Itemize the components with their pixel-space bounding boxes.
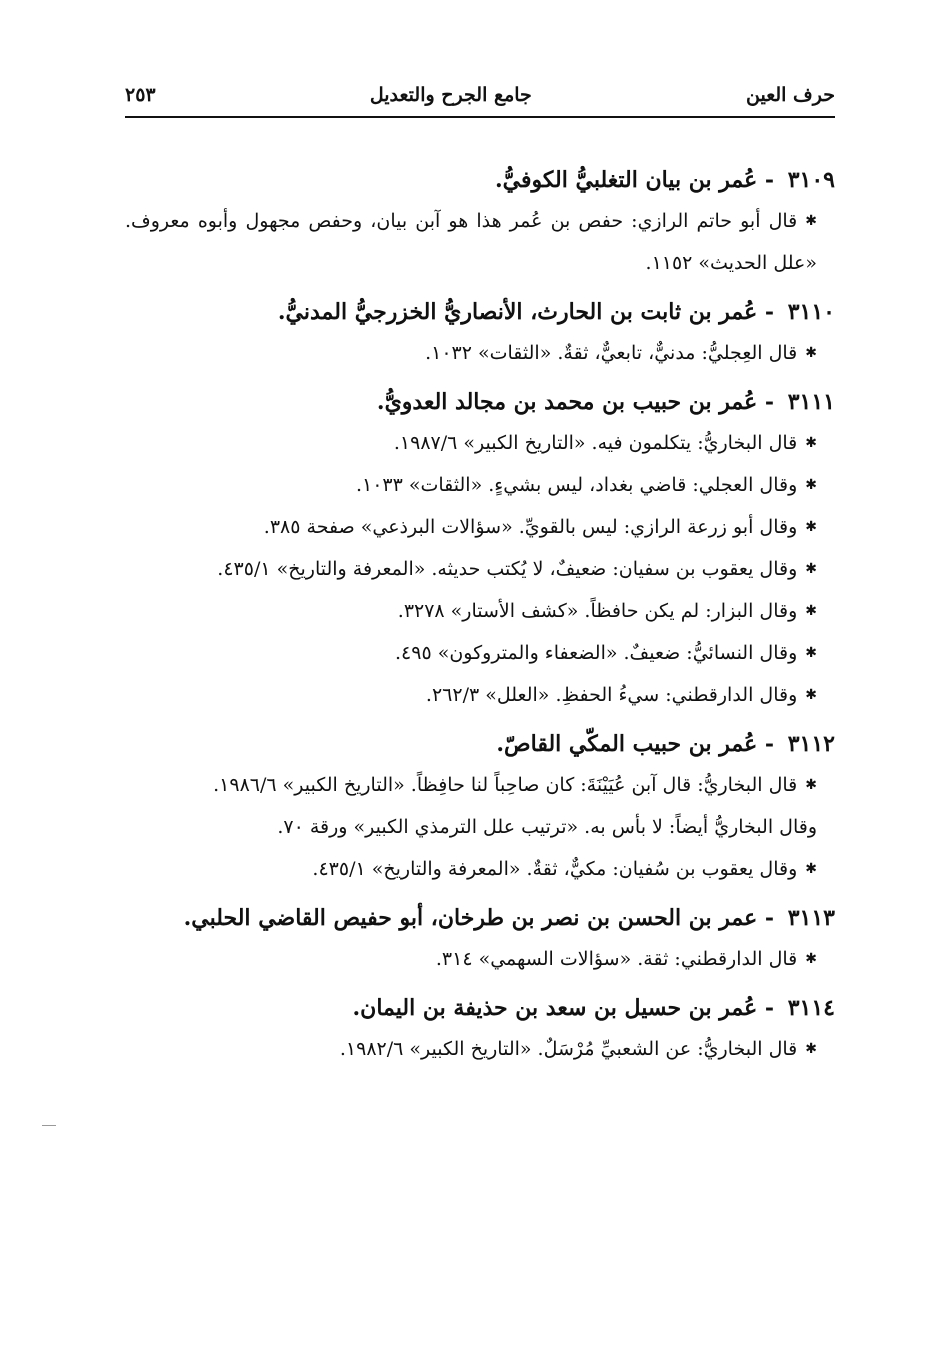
entry-name: عُمر بن حسيل بن سعد بن حذيفة بن اليمان. <box>352 995 758 1021</box>
asterisk-icon: ✱ <box>805 603 817 619</box>
entry-3114 <box>125 988 835 1070</box>
entry-number: ٣١٠٩ <box>787 167 835 193</box>
entry-name: عُمر بن حبيب المكّي القاصّ. <box>496 731 758 757</box>
entry-title <box>125 292 835 332</box>
asterisk-icon: ✱ <box>805 645 817 661</box>
entry-number: ٣١١٢ <box>787 731 835 757</box>
entry-3112 <box>125 724 835 890</box>
entry-3110 <box>125 292 835 374</box>
entry-note: وقال البخاريُّ أيضاً: لا بأس به. «ترتيب علل الترمذي الكبير» ورقة ٧٠. <box>277 816 817 838</box>
entry-separator: - <box>757 905 775 931</box>
page-number: ٢٥٣ <box>125 84 156 106</box>
asterisk-icon: ✱ <box>805 861 817 877</box>
entry-note: ✱قال البخاريُّ: قال آبن عُيَيْنَةَ: كان صاحِباً لنا حافِظاً. «التاريخ الكبير» ١٩٨٦/٦. <box>125 764 835 806</box>
entry-note: ✱قال العِجليُّ: مدنيٌّ، تابعيٌّ، ثقةٌ. «الثقات» ١٠٣٢. <box>125 332 835 374</box>
entry-note: ✱قال البخاريُّ: عن الشعبيِّ مُرْسَلٌ. «التاريخ الكبير» ١٩٨٢/٦. <box>125 1028 835 1070</box>
entries-list <box>125 160 835 1078</box>
entry-separator: - <box>757 995 775 1021</box>
entry-title <box>125 382 835 422</box>
asterisk-icon: ✱ <box>805 435 817 451</box>
entry-note: ✱وقال يعقوب بن سُفيان: مكيٌّ، ثقةٌ. «المعرفة والتاريخ» ٤٣٥/١. <box>125 848 835 890</box>
entry-title <box>125 988 835 1028</box>
entry-name: عمر بن الحسن بن نصر بن طرخان، أبو حفيص القاضي الحلبي. <box>183 905 758 931</box>
entry-3109 <box>125 160 835 284</box>
entry-separator: - <box>757 167 775 193</box>
entry-number: ٣١١٤ <box>787 995 835 1021</box>
asterisk-icon: ✱ <box>805 777 817 793</box>
entry-note: ✱قال البخاريُّ: يتكلمون فيه. «التاريخ الكبير» ١٩٨٧/٦. <box>125 422 835 464</box>
margin-mark <box>42 1125 56 1126</box>
entry-3113 <box>125 898 835 980</box>
entry-note: ✱قال الدارقطني: ثقة. «سؤالات السهمي» ٣١٤. <box>125 938 835 980</box>
entry-separator: - <box>757 731 775 757</box>
entry-title <box>125 898 835 938</box>
asterisk-icon: ✱ <box>805 687 817 703</box>
entry-note: ✱وقال العجلي: قاضي بغداد، ليس بشيءٍ. «الثقات» ١٠٣٣. <box>125 464 835 506</box>
chapter-heading: حرف العين <box>746 84 835 106</box>
entry-title <box>125 724 835 764</box>
asterisk-icon: ✱ <box>805 213 817 229</box>
entry-number: ٣١١١ <box>787 389 835 415</box>
entry-note: ✱وقال أبو زرعة الرازي: ليس بالقويِّ. «سؤالات البرذعي» صفحة ٣٨٥. <box>125 506 835 548</box>
entry-number: ٣١١٣ <box>787 905 835 931</box>
entry-note: ✱وقال النسائيُّ: ضعيفٌ. «الضعفاء والمتروكون» ٤٩٥. <box>125 632 835 674</box>
entry-note: ✱وقال البزار: لم يكن حافظاً. «كشف الأستار» ٣٢٧٨. <box>125 590 835 632</box>
running-header <box>125 78 835 112</box>
entry-name: عُمر بن بيان التغلبيُّ الكوفيُّ. <box>494 167 758 193</box>
asterisk-icon: ✱ <box>805 345 817 361</box>
entry-separator: - <box>757 299 775 325</box>
entry-note: ✱وقال يعقوب بن سفيان: ضعيفٌ، لا يُكتب حديثه. «المعرفة والتاريخ» ٤٣٥/١. <box>125 548 835 590</box>
asterisk-icon: ✱ <box>805 1041 817 1057</box>
asterisk-icon: ✱ <box>805 477 817 493</box>
asterisk-icon: ✱ <box>805 519 817 535</box>
book-title: جامع الجرح والتعديل <box>369 84 532 106</box>
entry-3111 <box>125 382 835 716</box>
entry-name: عُمر بن ثابت بن الحارث، الأنصاريُّ الخزرجيُّ المدنيُّ. <box>277 299 758 325</box>
entry-note: ✱وقال الدارقطني: سيءُ الحفظِ. «العلل» ٢٦٢/٣. <box>125 674 835 716</box>
entry-separator: - <box>757 389 775 415</box>
entry-note: ✱قال أبو حاتم الرازي: حفص بن عُمر هذا هو آبن بيان، وحفص مجهول وأبوه معروف. «علل الحديث» ١١٥٢. <box>125 200 835 284</box>
entry-name: عُمر بن حبيب بن محمد بن مجالد العدويُّ. <box>376 389 758 415</box>
entry-title <box>125 160 835 200</box>
asterisk-icon: ✱ <box>805 951 817 967</box>
asterisk-icon: ✱ <box>805 561 817 577</box>
entry-number: ٣١١٠ <box>787 299 835 325</box>
header-rule <box>125 116 835 118</box>
